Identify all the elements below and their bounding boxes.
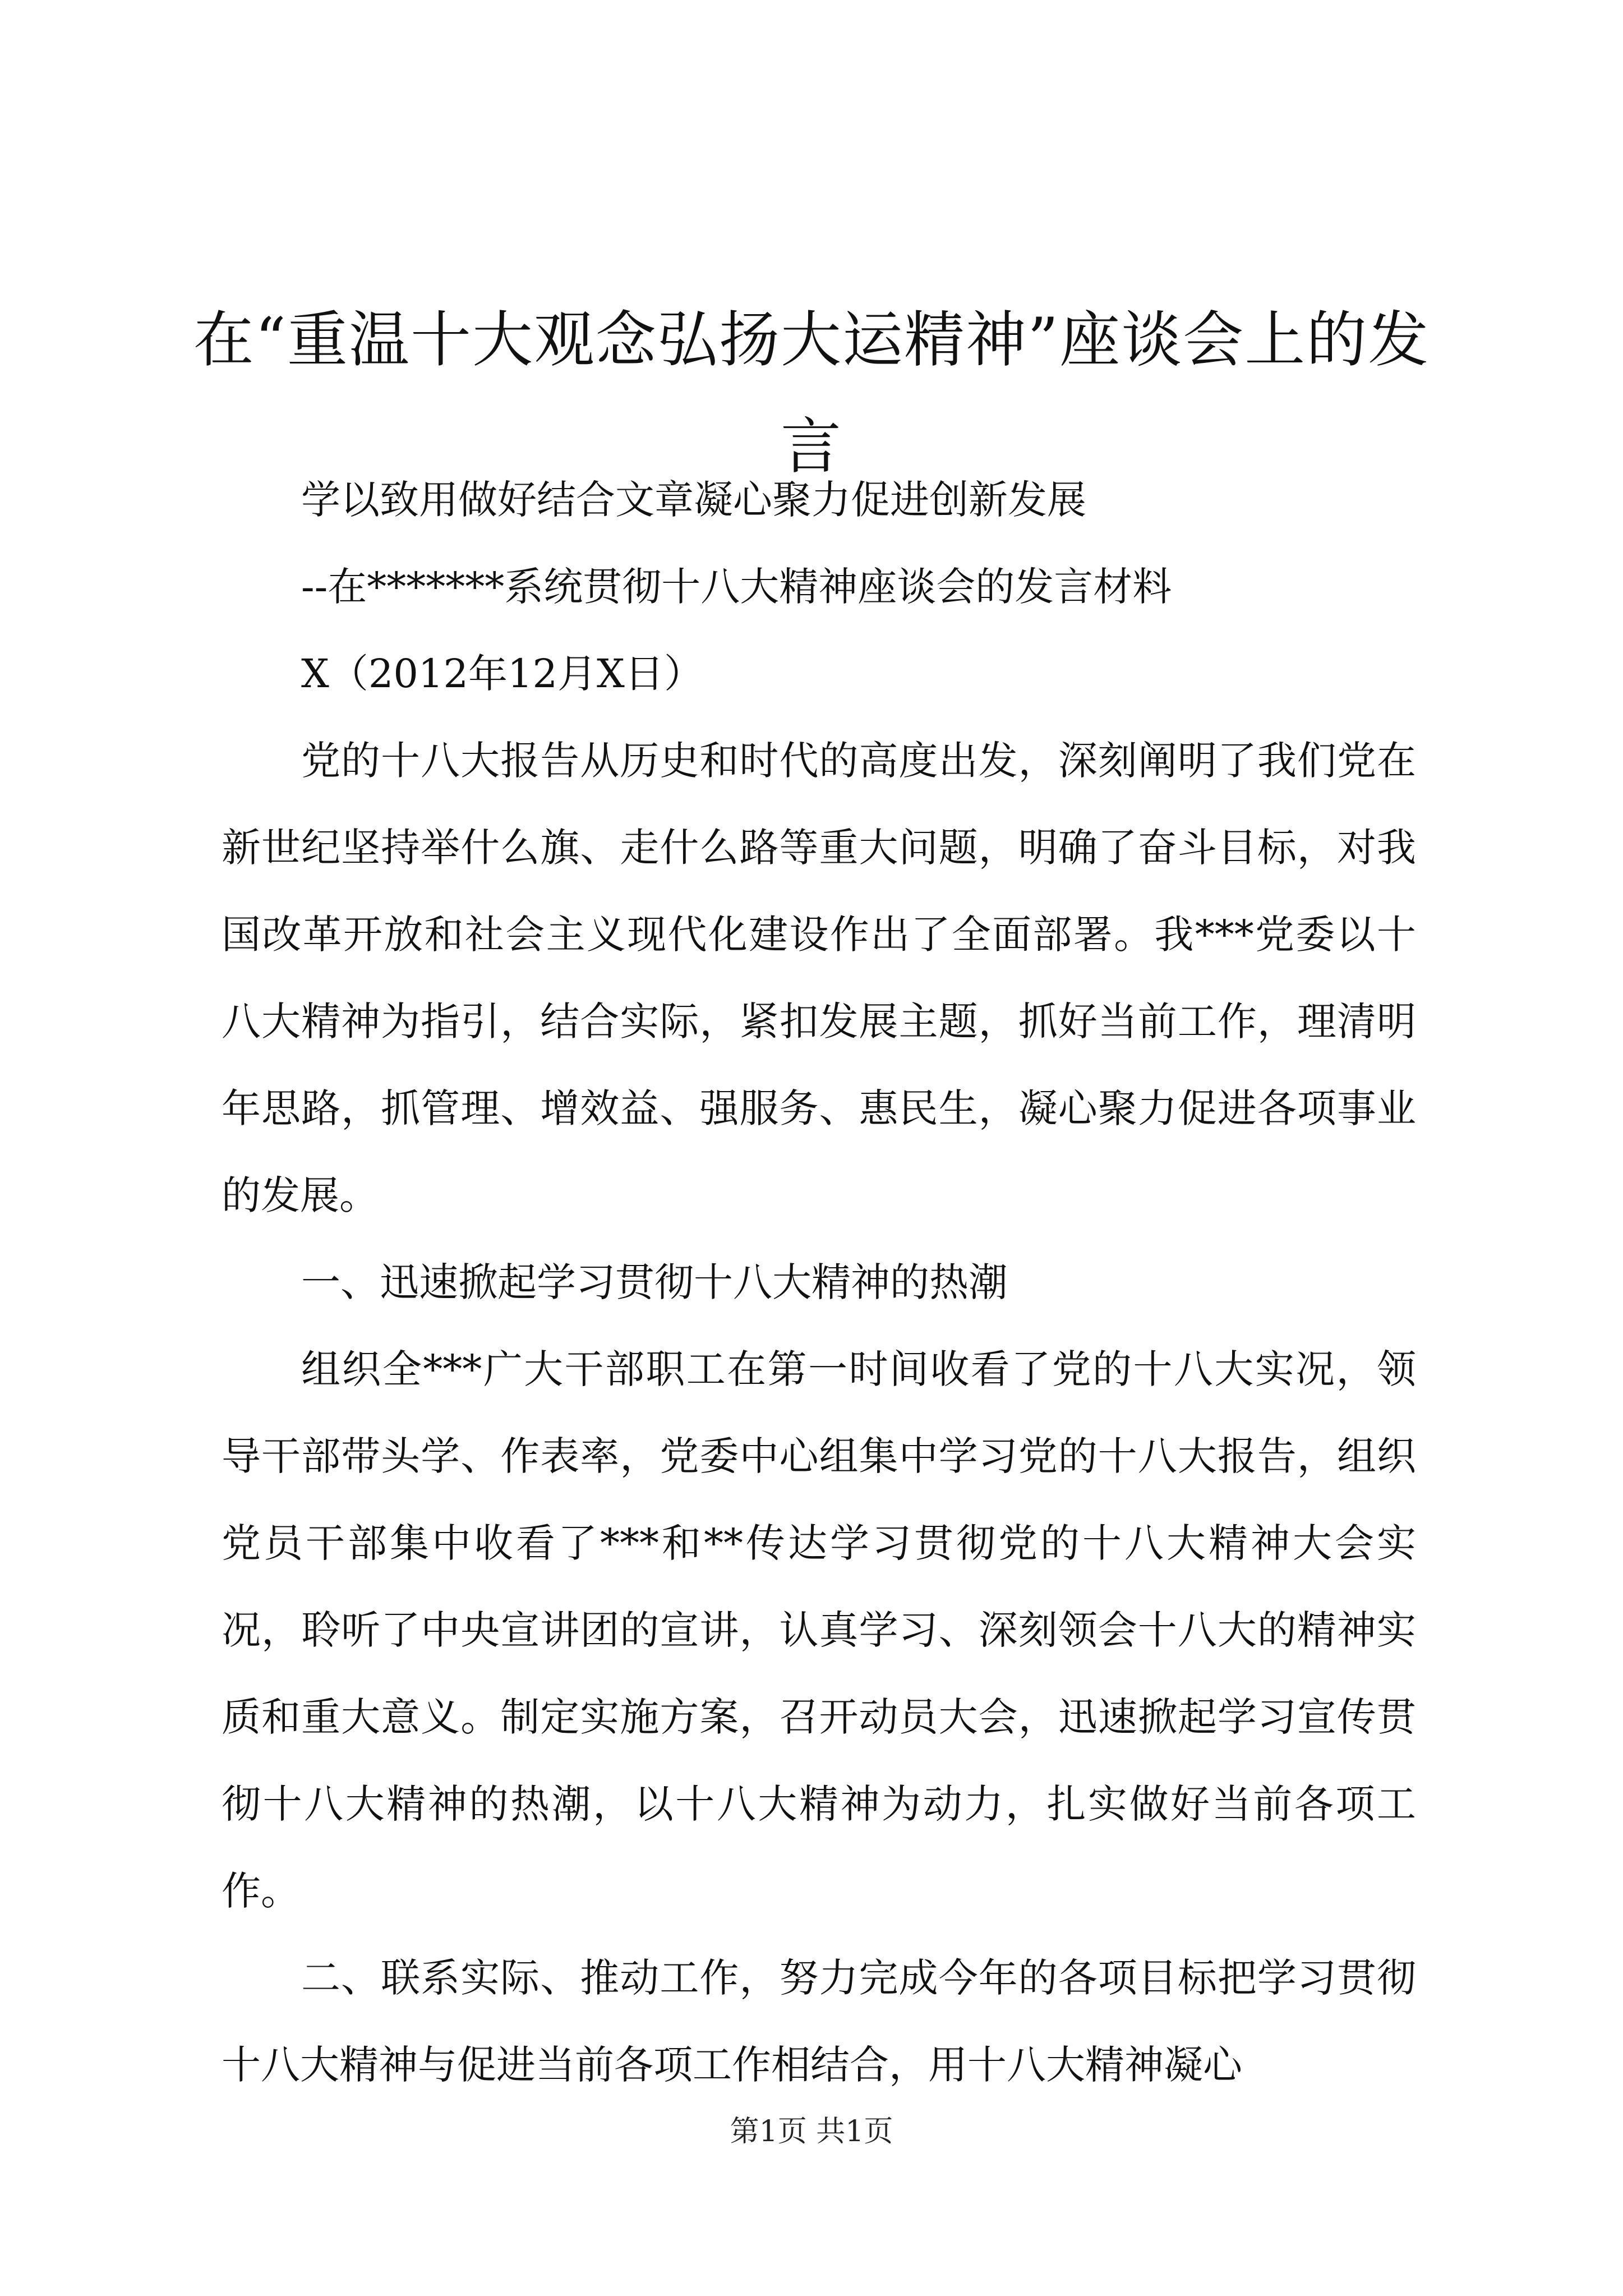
page-footer: 第1页 共1页: [730, 2115, 893, 2148]
subtitle-secondary: --在*******系统贯彻十八大精神座谈会的发言材料: [301, 564, 1172, 610]
paragraph-intro: 党的十八大报告从历史和时代的高度出发，深刻阐明了我们党在新世纪坚持举什么旗、走什么路等重大问题，明确了奋斗目标，对我国改革开放和社会主义现代化建设作出了全面部署。我***党委以十八大精神为指引，结合实际，紧扣发展主题，抓好当前工作，理清明年思路，抓管理、增效益、强服务、惠民生，凝心聚力促进各项事业的发展。: [222, 738, 1416, 1218]
date-line: X（2012年12月X日）: [301, 651, 703, 697]
paragraph-section-1: 组织全***广大干部职工在第一时间收看了党的十八大实况，领导干部带头学、作表率，党委中心组集中学习党的十八大报告，组织党员干部集中收看了***和**传达学习贯彻党的十八大精神大会实况，聆听了中央宣讲团的宣讲，认真学习、深刻领会十八大的精神实质和重大意义。制定实施方案，召开动员大会，迅速掀起学习宣传贯彻十八大精神的热潮，以十八大精神为动力，扎实做好当前各项工作。: [222, 1346, 1416, 1914]
subtitle: 学以致用做好结合文章凝心聚力促进创新发展: [301, 477, 1086, 523]
section-heading-2: 二、联系实际、推动工作，努力完成今年的各项目标把学习贯彻十八大精神与促进当前各项工作相结合，用十八大精神凝心: [222, 1955, 1416, 2088]
document-title: 在“重温十大观念弘扬大运精神”座谈会上的发言: [193, 305, 1430, 482]
document-body: [222, 457, 1416, 2109]
section-heading-1: 一、迅速掀起学习贯彻十八大精神的热潮: [301, 1259, 1008, 1305]
